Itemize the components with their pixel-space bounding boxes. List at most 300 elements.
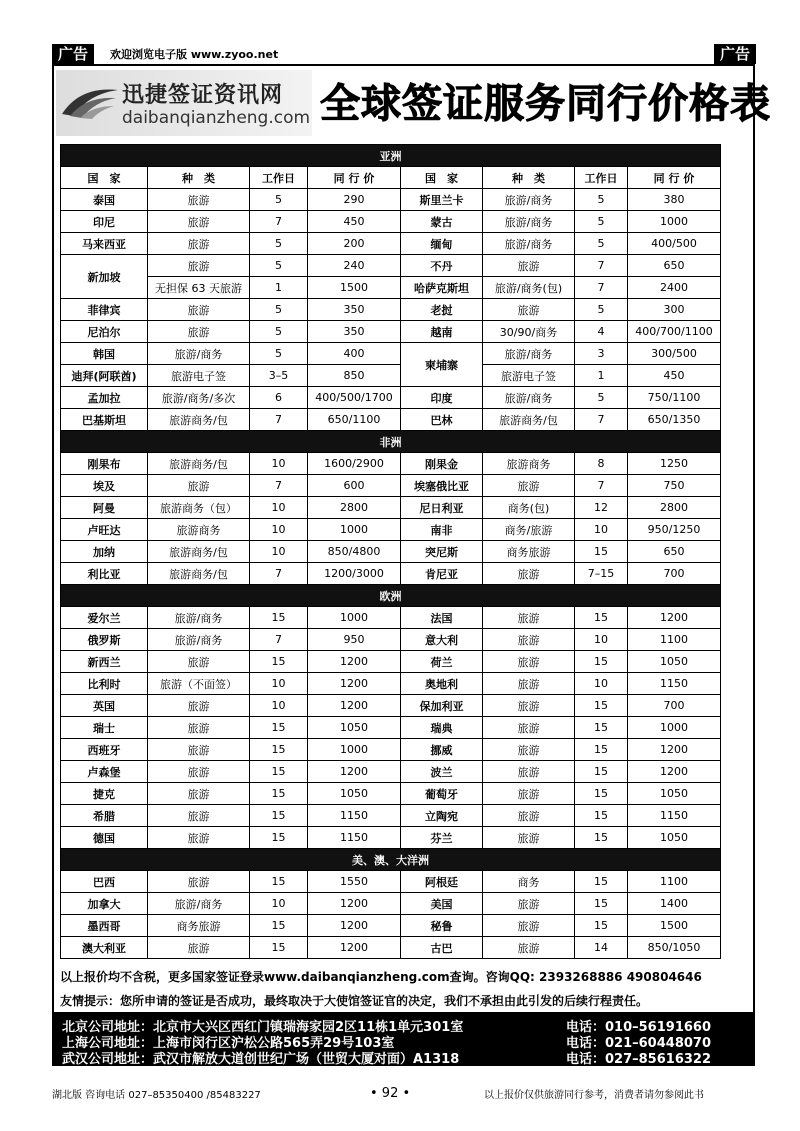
table-cell: 旅游商务/包: [483, 409, 575, 431]
table-cell: 10: [575, 519, 628, 541]
country-cell: 利比亚: [61, 563, 148, 585]
table-cell: 旅游/商务/多次: [148, 387, 250, 409]
table-cell: 750: [628, 475, 721, 497]
table-cell: 7–15: [575, 563, 628, 585]
table-cell: 1500: [308, 277, 401, 299]
table-cell: 1200: [308, 651, 401, 673]
table-cell: 1000: [308, 519, 401, 541]
country-cell: 英国: [61, 695, 148, 717]
table-cell: 旅游: [148, 299, 250, 321]
table-cell: 旅游: [483, 893, 575, 915]
table-cell: 商务/旅游: [483, 519, 575, 541]
swoosh-icon: [60, 84, 120, 120]
country-cell: 希腊: [61, 805, 148, 827]
table-cell: 旅游: [483, 607, 575, 629]
table-cell: 无担保 63 天旅游: [148, 277, 250, 299]
table-cell: 4: [575, 321, 628, 343]
table-cell: 15: [575, 695, 628, 717]
table-cell: 旅游: [483, 475, 575, 497]
table-row: [61, 695, 721, 717]
country-cell: 刚果金: [401, 453, 483, 475]
country-cell: 尼泊尔: [61, 321, 148, 343]
table-cell: 15: [250, 827, 308, 849]
column-header: 工作日: [575, 167, 628, 189]
table-cell: 旅游: [148, 233, 250, 255]
column-header: 国 家: [61, 167, 148, 189]
country-cell: 荷兰: [401, 651, 483, 673]
table-cell: 1200/3000: [308, 563, 401, 585]
country-cell: 新西兰: [61, 651, 148, 673]
table-cell: 旅游: [483, 761, 575, 783]
table-row: [61, 893, 721, 915]
table-cell: 15: [250, 871, 308, 893]
wuhan-address: 武汉公司地址：武汉市解放大道创世纪广场（世贸大厦对面）A1318: [62, 1052, 460, 1067]
table-cell: 旅游/商务: [148, 343, 250, 365]
table-cell: 商务: [483, 871, 575, 893]
table-cell: 650/1100: [308, 409, 401, 431]
disclaimer-note: 友情提示：您所申请的签证是否成功，最终取决于大使馆签证官的决定，我们不承担由此引发的后续行程责任。: [60, 994, 649, 1008]
footer-right: 以上报价仅供旅游同行参考，消费者请勿参阅此书: [484, 1090, 704, 1101]
table-cell: 10: [250, 695, 308, 717]
table-cell: 1200: [628, 607, 721, 629]
country-cell: 缅甸: [401, 233, 483, 255]
table-cell: 2800: [628, 497, 721, 519]
column-header: 同 行 价: [628, 167, 721, 189]
table-cell: 1000: [308, 739, 401, 761]
table-row: [61, 563, 721, 585]
page-title: 全球签证服务同行价格表: [320, 81, 771, 127]
table-row: [61, 387, 721, 409]
table-cell: 商务旅游: [148, 915, 250, 937]
table-cell: 1250: [628, 453, 721, 475]
table-cell: 旅游: [148, 321, 250, 343]
table-cell: 1400: [628, 893, 721, 915]
country-cell: 菲律宾: [61, 299, 148, 321]
table-cell: 旅游: [483, 695, 575, 717]
table-cell: 15: [250, 915, 308, 937]
country-cell: 葡萄牙: [401, 783, 483, 805]
table-cell: 1150: [628, 673, 721, 695]
table-row: [61, 541, 721, 563]
table-cell: 1: [575, 365, 628, 387]
table-cell: 旅游: [148, 761, 250, 783]
country-cell: 法国: [401, 607, 483, 629]
table-cell: 380: [628, 189, 721, 211]
country-cell: 柬埔寨: [401, 343, 483, 387]
country-cell: 尼日利亚: [401, 497, 483, 519]
table-row: [61, 475, 721, 497]
table-row: [61, 299, 721, 321]
table-cell: 400/700/1100: [628, 321, 721, 343]
table-cell: 5: [250, 255, 308, 277]
address-box: [54, 1012, 753, 1067]
table-cell: 旅游: [148, 717, 250, 739]
country-cell: 瑞士: [61, 717, 148, 739]
table-cell: 400/500/1700: [308, 387, 401, 409]
table-row: [61, 629, 721, 651]
table-cell: 旅游: [483, 629, 575, 651]
footer-left: 湖北版 咨询电话 027–85350400 /85483227: [52, 1090, 261, 1101]
table-row: [61, 673, 721, 695]
country-cell: 卢旺达: [61, 519, 148, 541]
table-row: [61, 453, 721, 475]
column-header: 同 行 价: [308, 167, 401, 189]
table-cell: 旅游电子签: [483, 365, 575, 387]
table-row: [61, 365, 721, 387]
table-cell: 1200: [308, 761, 401, 783]
country-cell: 波兰: [401, 761, 483, 783]
region-row: [61, 585, 721, 607]
country-cell: 阿曼: [61, 497, 148, 519]
country-cell: 立陶宛: [401, 805, 483, 827]
table-cell: 5: [250, 299, 308, 321]
table-cell: 1200: [308, 695, 401, 717]
table-cell: 旅游: [148, 871, 250, 893]
table-cell: 15: [575, 541, 628, 563]
table-cell: 旅游: [148, 805, 250, 827]
logo: [56, 70, 312, 136]
table-cell: 15: [250, 783, 308, 805]
table-cell: 15: [250, 805, 308, 827]
logo-cn-text: 迅捷签证资讯网: [122, 83, 284, 108]
table-cell: 1050: [628, 783, 721, 805]
table-cell: 旅游/商务(包): [483, 277, 575, 299]
table-cell: 5: [250, 321, 308, 343]
table-cell: 15: [575, 827, 628, 849]
price-note: 以上报价均不含税，更多国家签证登录www.daibanqianzheng.com查询。咨询QQ: 2393268886 490804646: [60, 970, 702, 984]
table-cell: 300: [628, 299, 721, 321]
table-row: [61, 937, 721, 959]
table-cell: 1100: [628, 629, 721, 651]
table-cell: 旅游: [148, 783, 250, 805]
table-row: [61, 321, 721, 343]
table-cell: 650/1350: [628, 409, 721, 431]
table-row: [61, 871, 721, 893]
table-cell: 1550: [308, 871, 401, 893]
region-row: [61, 431, 721, 453]
table-row: [61, 497, 721, 519]
table-cell: 1150: [308, 827, 401, 849]
table-cell: 1200: [308, 937, 401, 959]
country-cell: 秘鲁: [401, 915, 483, 937]
table-cell: 旅游电子签: [148, 365, 250, 387]
region-row: [61, 849, 721, 871]
table-cell: 旅游商务: [483, 453, 575, 475]
table-cell: 15: [250, 607, 308, 629]
table-cell: 950: [308, 629, 401, 651]
table-cell: 950/1250: [628, 519, 721, 541]
table-cell: 15: [250, 717, 308, 739]
table-cell: 1000: [628, 211, 721, 233]
country-cell: 刚果布: [61, 453, 148, 475]
table-cell: 15: [575, 761, 628, 783]
country-cell: 斯里兰卡: [401, 189, 483, 211]
table-cell: 15: [575, 915, 628, 937]
country-cell: 越南: [401, 321, 483, 343]
country-cell: 肯尼亚: [401, 563, 483, 585]
table-cell: 10: [250, 673, 308, 695]
table-cell: 旅游/商务: [148, 607, 250, 629]
country-cell: 比利时: [61, 673, 148, 695]
shanghai-phone: 电话：021–60448070: [566, 1036, 711, 1051]
table-cell: 旅游: [483, 299, 575, 321]
table-cell: 旅游: [148, 255, 250, 277]
table-cell: 10: [250, 541, 308, 563]
table-row: [61, 409, 721, 431]
table-cell: 7: [250, 475, 308, 497]
table-cell: 350: [308, 299, 401, 321]
logo-en-text: daibanqianzheng.com: [122, 108, 311, 128]
table-row: [61, 717, 721, 739]
table-cell: 7: [575, 255, 628, 277]
table-cell: 旅游商务/包: [148, 453, 250, 475]
table-cell: 650: [628, 541, 721, 563]
wuhan-phone: 电话：027–85616322: [566, 1052, 711, 1067]
table-cell: 30/90/商务: [483, 321, 575, 343]
table-cell: 5: [575, 299, 628, 321]
column-header-row: [61, 167, 721, 189]
table-cell: 旅游/商务: [483, 387, 575, 409]
country-cell: 新加坡: [61, 255, 148, 299]
table-cell: 290: [308, 189, 401, 211]
table-cell: 15: [250, 761, 308, 783]
table-cell: 旅游: [483, 673, 575, 695]
table-cell: 7: [575, 475, 628, 497]
country-cell: 西班牙: [61, 739, 148, 761]
table-cell: 旅游/商务: [148, 629, 250, 651]
table-cell: 5: [250, 189, 308, 211]
country-cell: 哈萨克斯坦: [401, 277, 483, 299]
country-cell: 美国: [401, 893, 483, 915]
table-cell: 12: [575, 497, 628, 519]
table-cell: 旅游商务/包: [148, 409, 250, 431]
table-cell: 1000: [308, 607, 401, 629]
region-title: 亚洲: [61, 145, 721, 167]
table-cell: 750/1100: [628, 387, 721, 409]
country-cell: 埃及: [61, 475, 148, 497]
country-cell: 巴林: [401, 409, 483, 431]
country-cell: 意大利: [401, 629, 483, 651]
table-cell: 14: [575, 937, 628, 959]
country-cell: 古巴: [401, 937, 483, 959]
table-cell: 15: [575, 783, 628, 805]
table-cell: 旅游/商务: [483, 211, 575, 233]
country-cell: 韩国: [61, 343, 148, 365]
table-cell: 商务旅游: [483, 541, 575, 563]
region-title: 欧洲: [61, 585, 721, 607]
table-cell: 350: [308, 321, 401, 343]
table-cell: 旅游（不面签）: [148, 673, 250, 695]
country-cell: 瑞典: [401, 717, 483, 739]
country-cell: 巴西: [61, 871, 148, 893]
table-cell: 旅游: [483, 937, 575, 959]
country-cell: 印尼: [61, 211, 148, 233]
table-row: [61, 211, 721, 233]
table-cell: 15: [575, 871, 628, 893]
country-cell: 南非: [401, 519, 483, 541]
table-cell: 旅游: [148, 739, 250, 761]
table-cell: 旅游: [148, 937, 250, 959]
table-cell: 5: [250, 343, 308, 365]
table-row: [61, 519, 721, 541]
table-row: [61, 255, 721, 277]
table-row: [61, 761, 721, 783]
country-cell: 卢森堡: [61, 761, 148, 783]
country-cell: 俄罗斯: [61, 629, 148, 651]
table-cell: 400: [308, 343, 401, 365]
table-cell: 旅游: [483, 915, 575, 937]
table-cell: 旅游商务/包: [148, 541, 250, 563]
table-cell: 1050: [308, 717, 401, 739]
table-cell: 旅游商务: [148, 519, 250, 541]
table-cell: 1050: [308, 783, 401, 805]
table-cell: 15: [250, 651, 308, 673]
country-cell: 泰国: [61, 189, 148, 211]
country-cell: 挪威: [401, 739, 483, 761]
table-cell: 7: [575, 277, 628, 299]
table-cell: 400/500: [628, 233, 721, 255]
column-header: 种 类: [483, 167, 575, 189]
table-cell: 200: [308, 233, 401, 255]
table-cell: 10: [250, 519, 308, 541]
region-title: 美、澳、大洋洲: [61, 849, 721, 871]
table-cell: 1200: [308, 915, 401, 937]
table-cell: 旅游商务/包: [148, 563, 250, 585]
table-cell: 1200: [628, 761, 721, 783]
table-cell: 5: [575, 233, 628, 255]
table-cell: 240: [308, 255, 401, 277]
table-cell: 旅游: [483, 563, 575, 585]
table-cell: 旅游: [148, 211, 250, 233]
table-cell: 1200: [308, 673, 401, 695]
table-cell: 15: [250, 937, 308, 959]
table-cell: 7: [250, 563, 308, 585]
table-cell: 1050: [628, 827, 721, 849]
welcome-text: 欢迎浏览电子版 www.zyoo.net: [110, 48, 279, 61]
table-cell: 旅游/商务: [483, 343, 575, 365]
table-cell: 1: [250, 277, 308, 299]
table-row: [61, 739, 721, 761]
country-cell: 孟加拉: [61, 387, 148, 409]
table-cell: 旅游: [148, 189, 250, 211]
table-cell: 8: [575, 453, 628, 475]
table-cell: 1150: [308, 805, 401, 827]
table-cell: 7: [250, 629, 308, 651]
country-cell: 蒙古: [401, 211, 483, 233]
table-cell: 1600/2900: [308, 453, 401, 475]
table-cell: 旅游: [483, 827, 575, 849]
table-cell: 5: [575, 211, 628, 233]
ad-label-right: 广告: [714, 44, 756, 64]
table-cell: 7: [250, 409, 308, 431]
country-cell: 澳大利亚: [61, 937, 148, 959]
table-cell: 旅游: [148, 695, 250, 717]
table-cell: 1050: [628, 651, 721, 673]
table-cell: 2800: [308, 497, 401, 519]
country-cell: 巴基斯坦: [61, 409, 148, 431]
country-cell: 老挝: [401, 299, 483, 321]
country-cell: 迪拜(阿联酋): [61, 365, 148, 387]
table-cell: 旅游: [148, 651, 250, 673]
country-cell: 爱尔兰: [61, 607, 148, 629]
table-cell: 旅游: [148, 475, 250, 497]
table-cell: 旅游: [483, 651, 575, 673]
table-row: [61, 343, 721, 365]
country-cell: 捷克: [61, 783, 148, 805]
table-cell: 旅游: [483, 783, 575, 805]
column-header: 工作日: [250, 167, 308, 189]
price-table: [60, 144, 721, 959]
table-cell: 15: [575, 805, 628, 827]
beijing-address: 北京公司地址：北京市大兴区西红门镇瑞海家园2区11栋1单元301室: [62, 1020, 464, 1035]
table-cell: 10: [575, 629, 628, 651]
table-cell: 15: [250, 739, 308, 761]
country-cell: 印度: [401, 387, 483, 409]
table-cell: 1200: [308, 893, 401, 915]
table-cell: 10: [250, 453, 308, 475]
table-cell: 1200: [628, 739, 721, 761]
table-cell: 旅游: [483, 717, 575, 739]
table-row: [61, 607, 721, 629]
country-cell: 埃塞俄比亚: [401, 475, 483, 497]
table-cell: 商务(包): [483, 497, 575, 519]
table-cell: 10: [575, 673, 628, 695]
shanghai-address: 上海公司地址：上海市闵行区沪松公路565弄29号103室: [62, 1036, 395, 1051]
table-cell: 旅游商务（包）: [148, 497, 250, 519]
column-header: 种 类: [148, 167, 250, 189]
table-cell: 450: [308, 211, 401, 233]
table-cell: 旅游: [483, 255, 575, 277]
table-cell: 650: [628, 255, 721, 277]
table-cell: 850/4800: [308, 541, 401, 563]
table-row: [61, 651, 721, 673]
table-cell: 1000: [628, 717, 721, 739]
country-cell: 马来西亚: [61, 233, 148, 255]
country-cell: 阿根廷: [401, 871, 483, 893]
table-cell: 1500: [628, 915, 721, 937]
table-cell: 旅游/商务: [483, 233, 575, 255]
price-table-body: [61, 145, 721, 959]
table-cell: 5: [575, 387, 628, 409]
table-cell: 700: [628, 563, 721, 585]
table-cell: 10: [250, 497, 308, 519]
table-cell: 旅游/商务: [148, 893, 250, 915]
table-cell: 15: [575, 739, 628, 761]
table-cell: 旅游/商务: [483, 189, 575, 211]
country-cell: 芬兰: [401, 827, 483, 849]
country-cell: 加纳: [61, 541, 148, 563]
table-cell: 旅游: [148, 827, 250, 849]
table-cell: 1150: [628, 805, 721, 827]
table-cell: 600: [308, 475, 401, 497]
table-row: [61, 783, 721, 805]
table-cell: 7: [575, 409, 628, 431]
country-cell: 奥地利: [401, 673, 483, 695]
country-cell: 加拿大: [61, 893, 148, 915]
page-number: • 92 •: [370, 1086, 411, 1101]
table-cell: 15: [575, 651, 628, 673]
table-cell: 300/500: [628, 343, 721, 365]
table-cell: 旅游: [483, 805, 575, 827]
table-cell: 10: [250, 893, 308, 915]
table-cell: 850: [308, 365, 401, 387]
table-cell: 3–5: [250, 365, 308, 387]
table-cell: 6: [250, 387, 308, 409]
country-cell: 德国: [61, 827, 148, 849]
country-cell: 墨西哥: [61, 915, 148, 937]
table-cell: 15: [575, 893, 628, 915]
beijing-phone: 电话：010–56191660: [566, 1020, 711, 1035]
